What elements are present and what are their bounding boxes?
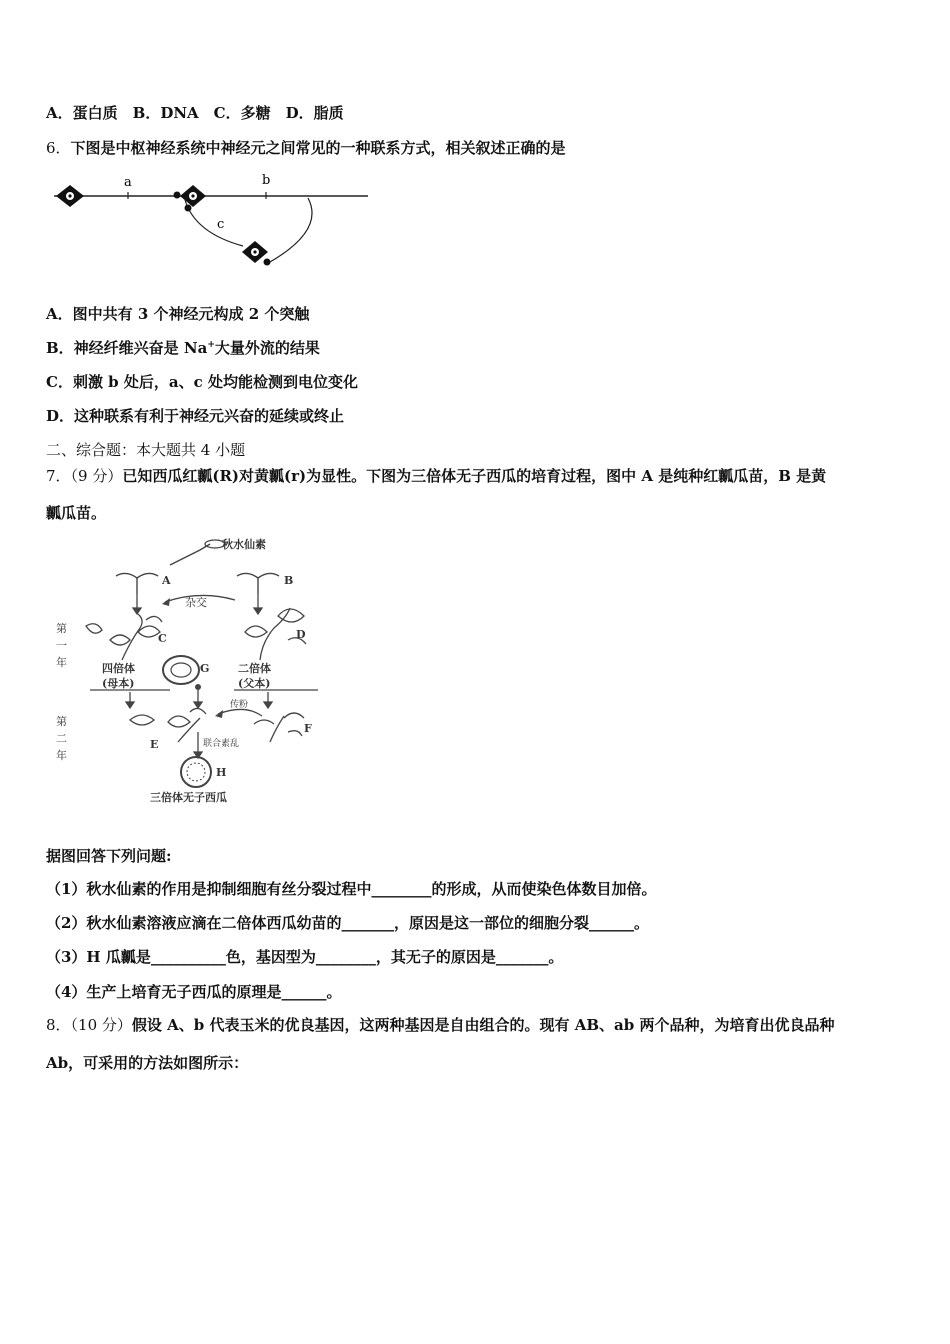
arrow-to-h-icon (194, 732, 202, 758)
plant-e-icon (130, 708, 206, 742)
cross-arrow-icon (162, 598, 170, 606)
plant-f-icon (254, 713, 304, 742)
label-c-figure: C (158, 632, 167, 645)
q6-option-b-sup: + (207, 340, 215, 350)
first-year-char-2: 一 (56, 639, 67, 652)
q6-stem (46, 137, 566, 158)
label-b-figure: B (284, 574, 294, 587)
diploid-label: 二倍体 (238, 662, 271, 675)
stimulate-label: 联合素乱 (203, 739, 240, 749)
pollinate-arrow-icon (215, 710, 223, 718)
q6-option-b-suffix: 大量外流的结果 (214, 339, 320, 357)
neuron-diagram (50, 168, 380, 273)
cross-label: 杂交 (185, 596, 207, 609)
label-b: b (262, 173, 271, 188)
arrow-b-down-icon (254, 594, 262, 614)
q8-stem-line1 (46, 1014, 834, 1035)
label-f-figure: F (304, 722, 312, 735)
seedling-a-icon (116, 573, 158, 594)
arrow-a-down-icon (133, 594, 141, 614)
section-2-heading: 二、综合题：本大题共 4 小题 (46, 441, 246, 459)
q7-number: 7． (46, 467, 71, 485)
watermelon-breeding-diagram (50, 532, 340, 810)
q6-stem-text: 下图是中枢神经系统中神经元之间常见的一种联系方式，相关叙述正确的是 (70, 139, 566, 157)
q6-option-a: A．图中共有 3 个神经元构成 2 个突触 (46, 305, 310, 323)
arrow-left-plant-down-icon (126, 692, 134, 708)
q6-option-b (46, 337, 320, 358)
seedling-b-icon (237, 573, 279, 594)
label-g-figure: G (200, 662, 210, 675)
q8-stem-line2: Ab，可采用的方法如图所示： (46, 1054, 249, 1072)
label-h-figure: H (216, 766, 227, 779)
synapse-terminal-2 (185, 205, 192, 212)
label-d-figure: D (296, 628, 306, 641)
melon-h-icon (181, 757, 211, 787)
tetraploid-label: 四倍体 (102, 662, 135, 675)
q7-sub3: （3）H 瓜瓤是__________色，基因型为________，其无子的原因是_______。 (46, 948, 564, 966)
tetraploid-plant-icon (86, 614, 162, 660)
q7-stem-line2: 瓤瓜苗。 (46, 504, 107, 522)
label-e-figure: E (150, 738, 159, 751)
father-label: (父本) (238, 677, 271, 690)
label-a-figure: A (162, 574, 171, 587)
q7-stem-text: 已知西瓜红瓤(R)对黄瓤(r)为显性。下图为三倍体无子西瓜的培育过程，图中 A 是纯种红瓤瓜苗，B 是黄 (122, 467, 827, 485)
arrow-right-plant-down-icon (264, 692, 272, 708)
q5-options: A．蛋白质 B．DNA C．多糖 D．脂质 (46, 104, 344, 122)
q8-score: （10 分） (70, 1016, 132, 1034)
second-year-char-2: 二 (56, 732, 67, 745)
triploid-label: 三倍体无子西瓜 (150, 791, 227, 804)
q7-score: （9 分） (70, 467, 123, 485)
melon-g-icon (163, 656, 199, 684)
q8-stem-text: 假设 A、b 代表玉米的优良基因，这两种基因是自由组合的。现有 AB、ab 两个品种，为培育出优良品种 (131, 1016, 835, 1034)
second-year-char-3: 年 (56, 749, 67, 762)
q7-stem-line1 (46, 465, 826, 486)
q6-option-b-prefix: B．神经纤维兴奋是 Na (46, 339, 208, 357)
q7-sub4: （4）生产上培育无子西瓜的原理是______。 (46, 983, 342, 1001)
pollinate-label: 传粉 (230, 700, 249, 710)
q6-number: 6． (46, 139, 71, 157)
first-year-char-1: 第 (56, 622, 67, 635)
mother-label: (母本) (102, 677, 135, 690)
q7-sub2: （2）秋水仙素溶液应滴在二倍体西瓜幼苗的_______，原因是这一部位的细胞分裂______。 (46, 914, 649, 932)
q7-sub1: （1）秋水仙素的作用是抑制细胞有丝分裂过程中________的形成，从而使染色体数目加倍。 (46, 880, 657, 898)
q8-number: 8． (46, 1016, 71, 1034)
synapse-terminal-1 (174, 192, 181, 199)
label-a: a (124, 175, 132, 190)
arrow-seed-down-icon (194, 690, 202, 708)
second-year-char-1: 第 (56, 715, 67, 728)
first-year-char-3: 年 (56, 656, 67, 669)
q7-prompt: 据图回答下列问题: (46, 847, 172, 865)
colchicine-label: 秋水仙素 (222, 538, 266, 551)
seed-dot-icon (195, 684, 201, 690)
synapse-terminal-3 (264, 259, 271, 266)
label-c: c (217, 217, 225, 232)
q6-option-c: C．刺激 b 处后，a、c 处均能检测到电位变化 (46, 373, 358, 391)
q6-option-d: D．这种联系有利于神经元兴奋的延续或终止 (46, 407, 345, 425)
